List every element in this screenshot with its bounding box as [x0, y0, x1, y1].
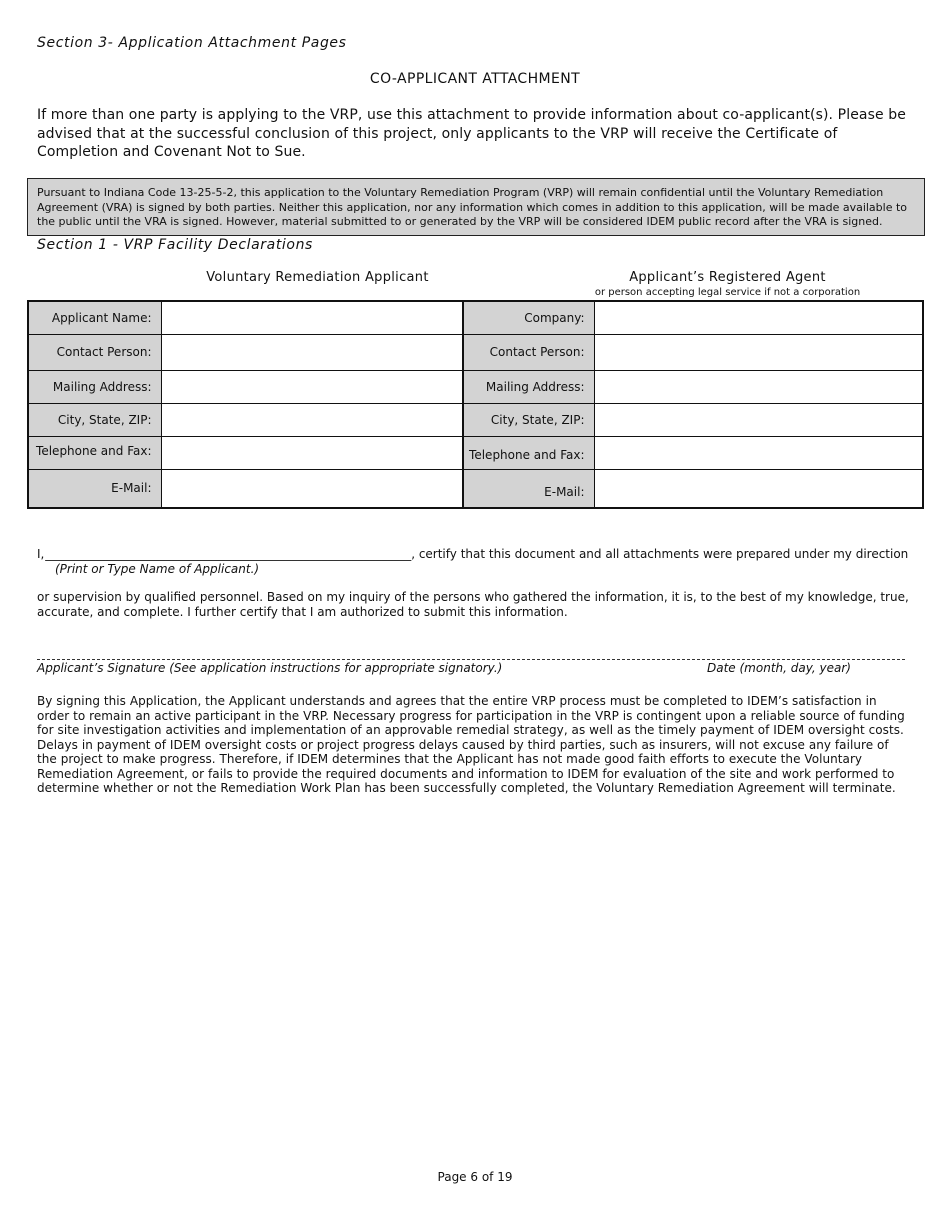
- page-number: Page 6 of 19: [437, 1170, 513, 1184]
- agent-city-field[interactable]: [594, 403, 923, 436]
- date-caption: Date (month, day, year): [707, 661, 851, 675]
- intro-paragraph: If more than one party is applying to the VRP, use this attachment to provide information about co-applicant(s). Please be advised that at the successful conclusion of this project, only applicants to the VRP will receive the Certificate of Completion and Covenant Not to Sue.: [37, 107, 906, 160]
- agent-email-label: E-Mail:: [463, 469, 594, 508]
- agreement-paragraph: By signing this Application, the Applicant understands and agrees that the entire VRP process must be completed to IDEM’s satisfaction in order to remain an active participant in the VRP. Necessary progress for participation in the VRP is contingent upon a reliable source of funding for site investigation activities and implementation of an approvable remedial strategy, as well as the timely payment of IDEM oversight costs. Delays in payment of IDEM oversight costs or project progress delays caused by third parties, such as insurers, will not excuse any failure of the project to make progress. Therefore, if IDEM determines that the Applicant has not made good faith efforts to execute the Voluntary Remediation Agreement, or fails to provide the required documents and information to IDEM for evaluation of the site and work performed to determine whether or not the Remediation Work Plan has been successfully completed, the Voluntary Remediation Agreement will terminate.: [37, 694, 905, 795]
- applicant-column-heading: Voluntary Remediation Applicant: [206, 270, 429, 285]
- declarations-table: [27, 300, 924, 509]
- agent-contact-label: Contact Person:: [463, 334, 594, 370]
- table-row: [28, 469, 923, 508]
- table-row: [28, 436, 923, 469]
- signature-caption: Applicant’s Signature (See application instructions for appropriate signatory.): [37, 661, 503, 675]
- agent-address-label: Mailing Address:: [463, 370, 594, 403]
- table-row: [28, 370, 923, 403]
- agent-phone-field[interactable]: [594, 436, 923, 469]
- agent-contact-field[interactable]: [594, 334, 923, 370]
- agent-email-field[interactable]: [594, 469, 923, 508]
- agent-address-field[interactable]: [594, 370, 923, 403]
- table-row: [28, 334, 923, 370]
- applicant-email-field[interactable]: [161, 469, 463, 508]
- applicant-name-blank[interactable]: _____________________________________________________________: [45, 547, 412, 561]
- applicant-contact-label: Contact Person:: [28, 334, 161, 370]
- agent-city-label: City, State, ZIP:: [463, 403, 594, 436]
- applicant-contact-field[interactable]: [161, 334, 463, 370]
- applicant-address-field[interactable]: [161, 370, 463, 403]
- applicant-address-label: Mailing Address:: [28, 370, 161, 403]
- certification-prefix: I,: [37, 547, 45, 561]
- applicant-name-field[interactable]: [161, 301, 463, 334]
- applicant-name-label: Applicant Name:: [28, 301, 161, 334]
- certification-line: [37, 547, 917, 562]
- confidentiality-notice: Pursuant to Indiana Code 13-25-5-2, this application to the Voluntary Remediation Program (VRP) will remain confidential until the Voluntary Remediation Agreement (VRA) is signed by both parties. Neither this application, nor any information which comes in addition to this application, will be made available to the public until the VRA is signed. However, material submitted to or generated by the VRP will be considered IDEM public record after the VRA is signed.: [27, 178, 925, 236]
- table-row: [28, 301, 923, 334]
- signature-line[interactable]: [37, 659, 905, 660]
- agent-column-subheading: or person accepting legal service if not a corporation: [594, 287, 861, 298]
- agent-phone-label: Telephone and Fax:: [463, 436, 594, 469]
- agent-company-field[interactable]: [594, 301, 923, 334]
- certification-continuation: or supervision by qualified personnel. Based on my inquiry of the persons who gathered the information, it is, to the best of my knowledge, true, accurate, and complete. I further certify that I am authorized to submit this information.: [37, 590, 909, 619]
- agent-company-label: Company:: [463, 301, 594, 334]
- applicant-phone-label: Telephone and Fax:: [28, 436, 161, 469]
- agent-column-heading: Applicant’s Registered Agent: [629, 270, 826, 285]
- applicant-phone-field[interactable]: [161, 436, 463, 469]
- table-row: [28, 403, 923, 436]
- applicant-email-label: E-Mail:: [28, 469, 161, 508]
- section-3-heading: Section 3- Application Attachment Pages: [37, 35, 347, 51]
- section-1-heading: Section 1 - VRP Facility Declarations: [37, 237, 313, 253]
- page-title: CO-APPLICANT ATTACHMENT: [369, 71, 581, 87]
- certification-suffix: , certify that this document and all attachments were prepared under my direction: [411, 547, 909, 561]
- applicant-city-field[interactable]: [161, 403, 463, 436]
- applicant-city-label: City, State, ZIP:: [28, 403, 161, 436]
- name-caption: (Print or Type Name of Applicant.): [55, 562, 260, 576]
